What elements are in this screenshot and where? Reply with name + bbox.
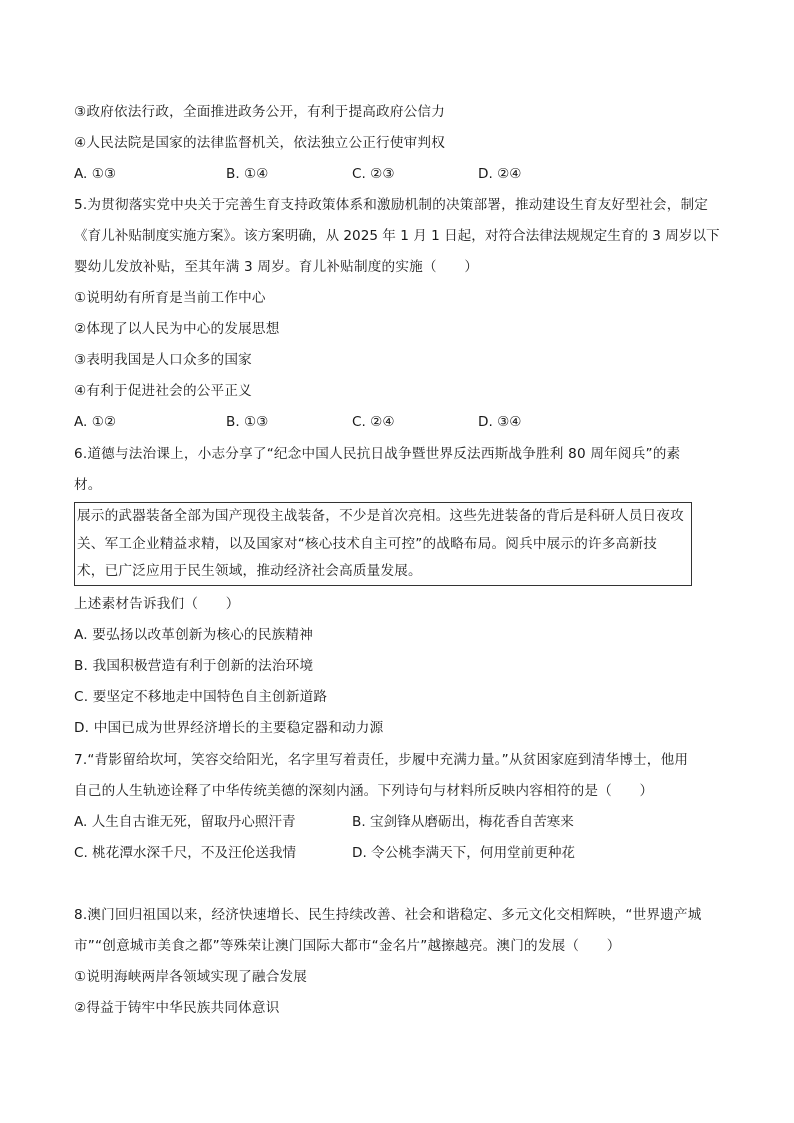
q5-stem-line-3: 婴幼儿发放补贴，至其年满 3 周岁。育儿补贴制度的实施（ ） xyxy=(74,259,479,275)
q6-stem-line-1: 6.道德与法治课上，小志分享了“纪念中国人民抗日战争暨世界反法西斯战争胜利 80 周年阅兵”的素 xyxy=(74,446,681,462)
q4-item-3: ③政府依法行政，全面推进政务公开，有利于提高政府公信力 xyxy=(74,104,446,120)
q5-option-d[interactable]: D. ③④ xyxy=(478,414,522,430)
q8-stem-line-1: 8.澳门回归祖国以来，经济快速增长、民生持续改善、社会和谐稳定、多元文化交相辉映，“世界遗产城 xyxy=(74,907,702,923)
q6-material-line-2: 关、军工企业精益求精，以及国家对“核心技术自主可控”的战略布局。阅兵中展示的许多高新技 xyxy=(77,536,658,552)
q7-stem-line-1: 7.“背影留给坎坷，笑容交给阳光，名字里写着责任，步履中充满力量。”从贫困家庭到清华博士，他用 xyxy=(74,752,689,768)
q6-material-line-3: 术，已广泛应用于民生领域，推动经济社会高质量发展。 xyxy=(77,563,422,579)
q6-stem-line-2: 材。 xyxy=(74,477,102,493)
q7-option-a[interactable]: A. 人生自古谁无死，留取丹心照汗青 xyxy=(74,814,296,830)
q6-question: 上述素材告诉我们（ ） xyxy=(74,596,240,612)
q6-option-d[interactable]: D. 中国已成为世界经济增长的主要稳定器和动力源 xyxy=(74,720,384,736)
q5-option-c[interactable]: C. ②④ xyxy=(352,414,395,430)
q5-item-4: ④有利于促进社会的公平正义 xyxy=(74,383,252,399)
q4-item-4: ④人民法院是国家的法律监督机关，依法独立公正行使审判权 xyxy=(74,135,446,151)
q4-option-b[interactable]: B. ①④ xyxy=(226,166,269,182)
q4-option-c[interactable]: C. ②③ xyxy=(352,166,395,182)
q4-option-d[interactable]: D. ②④ xyxy=(478,166,522,182)
q6-option-c[interactable]: C. 要坚定不移地走中国特色自主创新道路 xyxy=(74,689,328,705)
q5-item-1: ①说明幼有所育是当前工作中心 xyxy=(74,290,266,306)
q7-option-b[interactable]: B. 宝剑锋从磨砺出，梅花香自苦寒来 xyxy=(352,814,574,830)
q5-option-a[interactable]: A. ①② xyxy=(74,414,117,430)
q6-material-box xyxy=(74,502,692,586)
q8-item-2: ②得益于铸牢中华民族共同体意识 xyxy=(74,1000,280,1016)
q6-option-b[interactable]: B. 我国积极营造有利于创新的法治环境 xyxy=(74,658,314,674)
q7-option-d[interactable]: D. 令公桃李满天下，何用堂前更种花 xyxy=(352,845,576,861)
q5-stem-line-2: 《育儿补贴制度实施方案》。该方案明确，从 2025 年 1 月 1 日起，对符合法律法规规定生育的 3 周岁以下 xyxy=(74,228,720,244)
q7-stem-line-2: 自己的人生轨迹诠释了中华传统美德的深刻内涵。下列诗句与材料所反映内容相符的是（ ） xyxy=(74,783,654,799)
q8-item-1: ①说明海峡两岸各领域实现了融合发展 xyxy=(74,969,308,985)
q8-stem-line-2: 市”“创意城市美食之都”等殊荣让澳门国际大都市“金名片”越擦越亮。澳门的发展（ ） xyxy=(74,938,621,954)
q5-option-b[interactable]: B. ①③ xyxy=(226,414,269,430)
q4-option-a[interactable]: A. ①③ xyxy=(74,166,117,182)
q7-option-c[interactable]: C. 桃花潭水深千尺，不及汪伦送我情 xyxy=(74,845,297,861)
q6-option-a[interactable]: A. 要弘扬以改革创新为核心的民族精神 xyxy=(74,627,314,643)
q6-material-line-1: 展示的武器装备全部为国产现役主战装备，不少是首次亮相。这些先进装备的背后是科研人员日夜攻 xyxy=(77,508,684,524)
q5-stem-line-1: 5.为贯彻落实党中央关于完善生育支持政策体系和激励机制的决策部署，推动建设生育友好型社会，制定 xyxy=(74,197,709,213)
q5-item-3: ③表明我国是人口众多的国家 xyxy=(74,352,252,368)
q5-item-2: ②体现了以人民为中心的发展思想 xyxy=(74,321,280,337)
